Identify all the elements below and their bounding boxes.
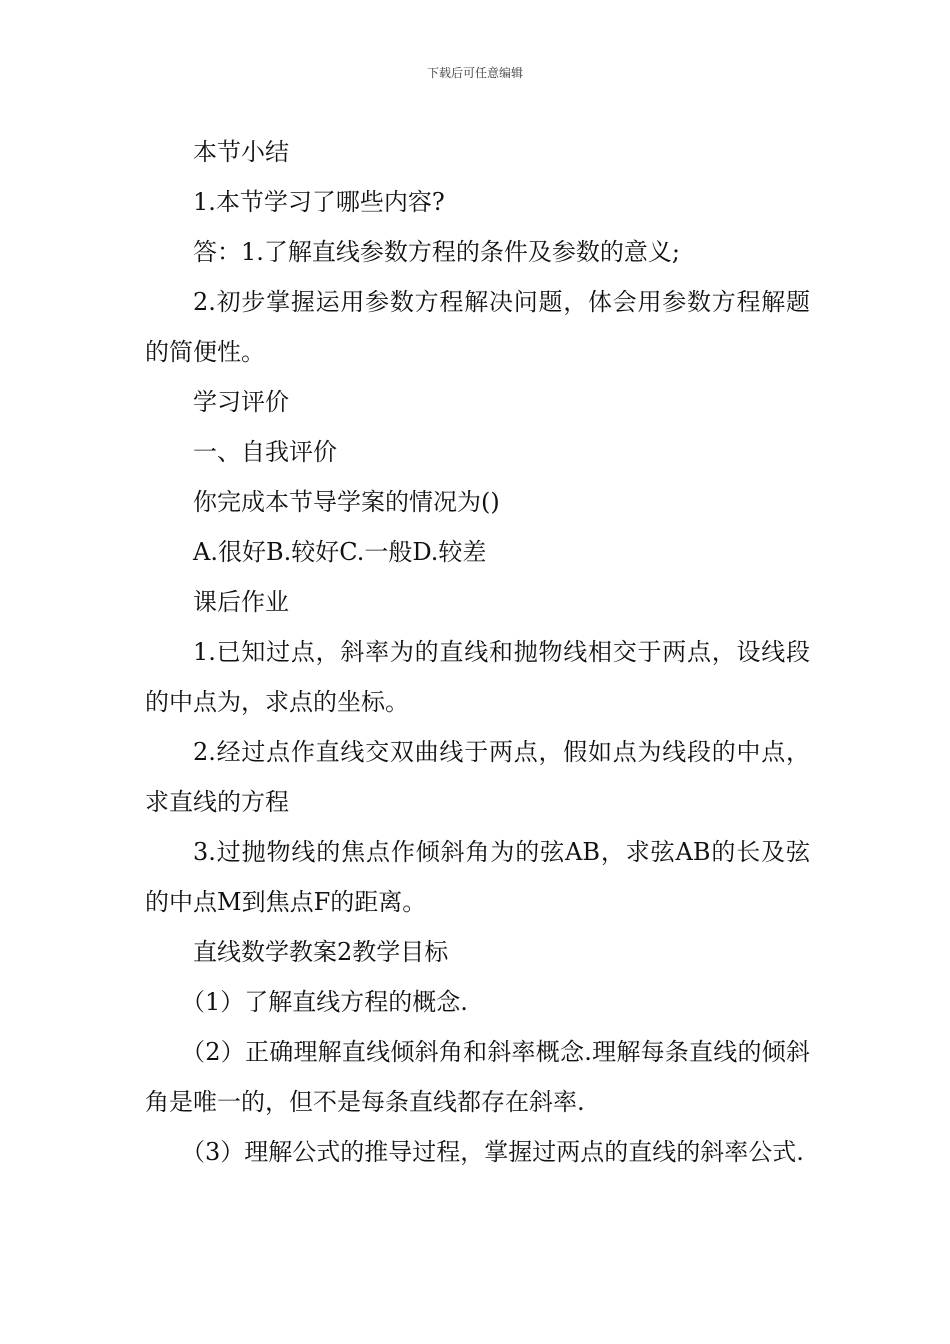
paragraph: （2）正确理解直线倾斜角和斜率概念.理解每条直线的倾斜角是唯一的，但不是每条直线都存在斜率. [145, 1038, 810, 1116]
paragraph: 2.初步掌握运用参数方程解决问题，体会用参数方程解题的简便性。 [145, 288, 810, 366]
paragraph: 3.过抛物线的焦点作倾斜角为的弦AB，求弦AB的长及弦的中点M到焦点F的距离。 [145, 838, 810, 916]
section-heading-objectives: 直线数学教案2教学目标 [193, 938, 449, 966]
page-header-note: 下载后可任意编辑 [426, 66, 523, 80]
section-heading-summary: 本节小结 [193, 138, 289, 166]
paragraph: （1）了解直线方程的概念. [181, 988, 468, 1016]
paragraph: A.很好B.较好C.一般D.较差 [193, 538, 487, 566]
paragraph: 1.本节学习了哪些内容? [193, 188, 445, 216]
paragraph: 答：1.了解直线参数方程的条件及参数的意义; [193, 238, 680, 266]
section-heading-evaluation: 学习评价 [193, 388, 289, 416]
paragraph: 1.已知过点，斜率为的直线和抛物线相交于两点，设线段的中点为，求点的坐标。 [145, 638, 810, 716]
paragraph: 一、自我评价 [193, 438, 337, 466]
section-heading-homework: 课后作业 [193, 588, 289, 616]
paragraph: 你完成本节导学案的情况为() [193, 488, 500, 516]
paragraph: 2.经过点作直线交双曲线于两点，假如点为线段的中点，求直线的方程 [145, 738, 810, 816]
document-body [145, 127, 810, 1177]
paragraph: （3）理解公式的推导过程，掌握过两点的直线的斜率公式. [181, 1138, 804, 1166]
